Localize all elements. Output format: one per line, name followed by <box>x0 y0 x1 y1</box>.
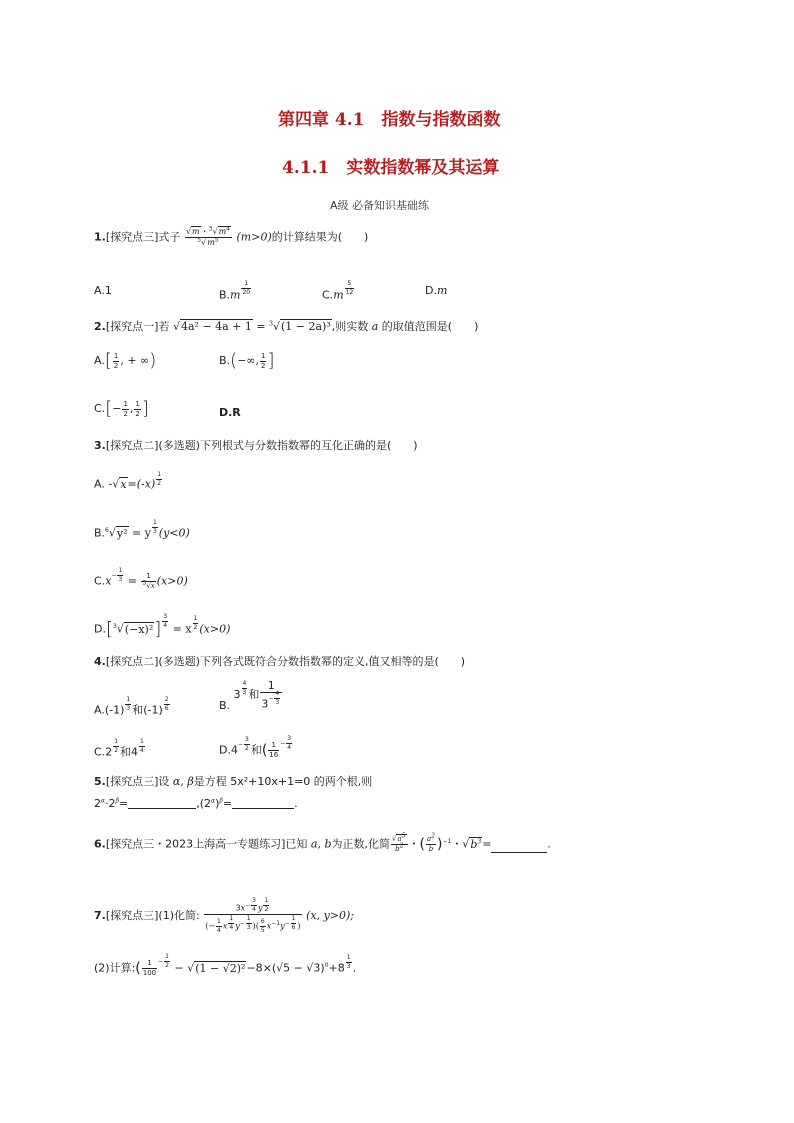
question-7-part-2: (2)计算:( $\frac{1}{100}$ $^{- \frac{1}{2}}$ − $√(1 - √2)^2-8\times(√5 - √3)^0+8$ $^{\frac{1}{3}}$ . <box>94 953 357 978</box>
option-a: A. -√x=(-x) $^{\frac{1}{2}}$ <box>94 471 162 491</box>
option-b: B. 3 $^{\frac{4}{3}}$ 和 1 $3^{- \frac{4}{3}}$ <box>219 680 283 710</box>
answer-blank[interactable] <box>128 808 196 809</box>
option-c: C.m $^{\frac{5}{12}}$ <box>322 280 354 302</box>
question-number: 2. <box>94 320 106 333</box>
chapter-title: 第四章 4.1 指数与指数函数 <box>278 110 501 130</box>
question-3: 3.[探究点二](多选题)下列根式与分数指数幂的互化正确的是( ) <box>94 439 418 452</box>
question-7: 7.[探究点三](1)化简: $3x^{- \frac{3}{4}}$ y $^{\frac{1}{2}}$ (− $\frac{1}{4}$ x $^{\frac{1}{4}}$ $y^{- \frac{1}{3}}$ )( $\frac{6}{5}$ $x^{-1}y^{- \frac{1}{6}}$ ) (x, y>0); <box>94 897 354 934</box>
question-stem: [探究点三]式子 <box>105 230 181 244</box>
fraction-expression: $\frac{√m・^3√m^4}{^5√m^5}$ <box>185 225 230 247</box>
option-d: D.m <box>425 284 448 297</box>
option-b: B.(−∞, $\frac{1}{2}$ ] <box>219 350 275 371</box>
option-b: B.m $^{\frac{1}{20}}$ <box>219 280 251 302</box>
question-number: 1. <box>94 230 106 244</box>
condition: (m>0) <box>236 230 272 244</box>
option-d: D.[$^3$√(−x)²] $^{\frac{3}{4}}$ = x $^{\frac{1}{2}}$ (x>0) <box>94 613 231 640</box>
section-title: 4.1.1 实数指数幂及其运算 <box>282 158 500 178</box>
answer-blank[interactable] <box>491 852 547 853</box>
question-1 <box>94 225 369 247</box>
option-a: A.1 <box>94 284 112 297</box>
option-c: C.2 $^{\frac{1}{2}}$ 和4 $^{\frac{1}{4}}$ <box>94 738 144 759</box>
question-2: 2.[探究点一]若 √4a² − 4a + 1 = $^3$√(1 − 2a)³,则实数 a 的取值范围是( ) <box>94 320 479 333</box>
option-a: A.(-1) $^{\frac{1}{3}}$ 和(-1) $^{\frac{2}{6}}$ <box>94 696 169 717</box>
option-d: D.R <box>219 406 241 419</box>
level-label: A级 必备知识基础练 <box>330 199 430 212</box>
question-4: 4.[探究点二](多选题)下列各式既符合分数指数幂的定义,值又相等的是( ) <box>94 655 466 668</box>
question-stem: [探究点一]若 <box>105 320 170 333</box>
question-6: 6.[探究点三・2023上海高一专题练习]已知 a, b为正数,化简 $\frac{√a^5}{b^2}$ ・( $\frac{a^2}{b}$ )$^{-1}$・$√b^3=$ . <box>94 832 551 853</box>
option-a: A.[ $\frac{1}{2}$ , + ∞) <box>94 350 157 371</box>
question-5: 5.[探究点三]设 α, β是方程 5x²+10x+1=0 的两个根,则 <box>94 775 373 788</box>
option-b: B.$^6$√y² = y $^{\frac{1}{3}}$ (y<0) <box>94 519 190 540</box>
option-c: C.[− $\frac{1}{2}$ , $\frac{1}{2}$ ] <box>94 398 149 419</box>
question-stem-end: 的计算结果为( ) <box>271 230 369 244</box>
question-5-blanks: $2^\alpha\cdot 2^\beta= ,(2^\alpha)^\beta=$ . <box>94 797 298 810</box>
option-d: $D.4^{- \frac{3}{2}}$ 和( $\frac{1}{16}$ $^{- \frac{3}{4}}$ <box>219 735 292 760</box>
answer-blank[interactable] <box>232 808 294 809</box>
option-c: $C.x^{- \frac{1}{3}}$ = $\frac{1}{^3√x}$ (x>0) <box>94 567 188 591</box>
